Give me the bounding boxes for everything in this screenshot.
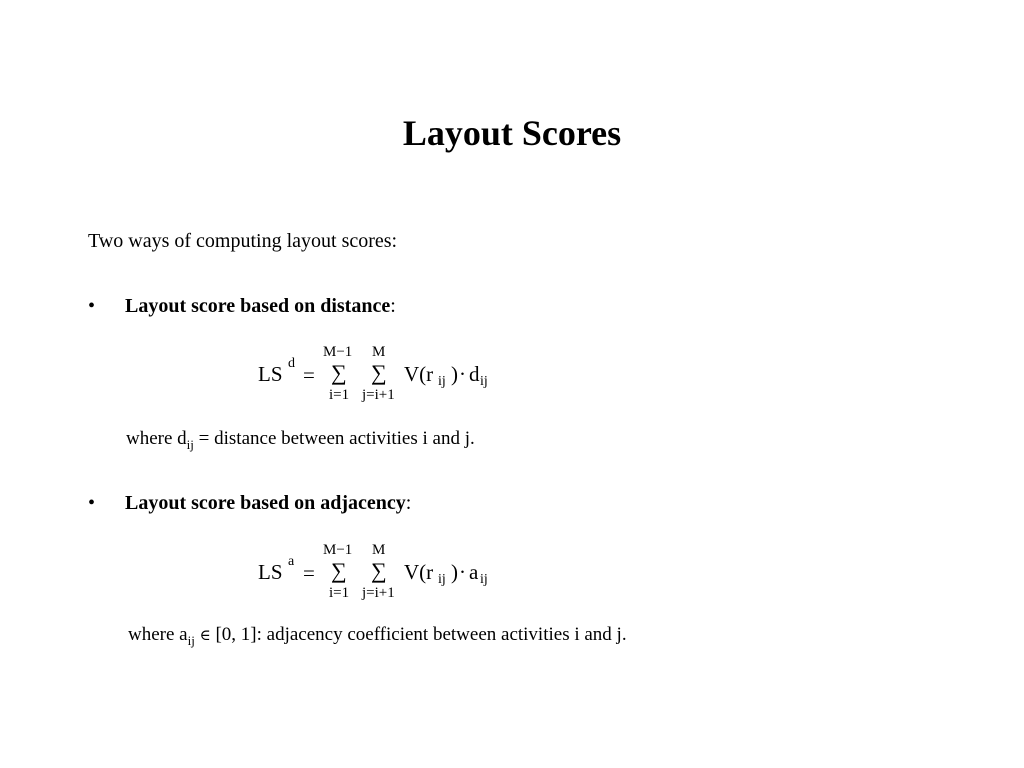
formula-v-close: ) — [451, 362, 458, 386]
formula-var: a — [469, 560, 479, 584]
sum1-lower: i=1 — [329, 387, 350, 403]
slide-title: Layout Scores — [402, 113, 622, 153]
formula-distance — [258, 344, 518, 404]
sum2-sigma: ∑ — [371, 360, 387, 385]
formula-lhs-sup: a — [288, 554, 295, 569]
sum2-upper: M — [372, 344, 386, 360]
formula-v-open: V(r — [404, 362, 434, 386]
where-rest: [0, 1]: adjacency coefficient between activities i and j. — [210, 624, 627, 645]
sum1-upper: M−1 — [323, 344, 353, 360]
formula-v-sub: ij — [438, 572, 446, 587]
formula-lhs-sup: d — [288, 356, 295, 371]
sum1-lower: i=1 — [329, 585, 350, 601]
formula-dot: · — [459, 560, 466, 584]
bullet-suffix: : — [405, 492, 412, 514]
bullet-heading: Layout score based on adjacency — [125, 492, 406, 514]
sum2-sigma: ∑ — [371, 558, 387, 583]
bullet-text — [125, 492, 411, 515]
sum1-sigma: ∑ — [331, 558, 347, 583]
sum2-upper: M — [372, 542, 386, 558]
bullet-marker: • — [88, 492, 96, 514]
sum1-upper: M−1 — [323, 542, 353, 558]
formula-v-close: ) — [451, 560, 458, 584]
formula-equals: = — [303, 561, 315, 585]
formula-var-sub: ij — [480, 572, 488, 587]
formula-lhs: LS — [258, 362, 283, 386]
formula-adjacency — [258, 542, 518, 602]
bullet-suffix: : — [390, 295, 396, 317]
intro-text: Two ways of computing layout scores: — [88, 230, 398, 252]
sum2-lower: j=i+1 — [362, 387, 395, 403]
where-rest: = distance between activities i and j. — [193, 428, 475, 449]
formula-lhs: LS — [258, 560, 283, 584]
formula-var-sub: ij — [480, 374, 488, 389]
sum1-sigma: ∑ — [331, 360, 347, 385]
formula-equals: = — [303, 363, 315, 387]
bullet-text — [125, 295, 396, 318]
where-sub: ij — [187, 633, 195, 648]
sum2-lower: j=i+1 — [362, 585, 395, 601]
bullet-marker: • — [88, 295, 96, 317]
element-of-symbol: ∈ — [199, 626, 211, 644]
where-sub: ij — [186, 437, 194, 452]
formula-var: d — [469, 362, 480, 386]
formula-v-open: V(r — [404, 560, 434, 584]
where-prefix: where d — [126, 428, 187, 449]
bullet-heading: Layout score based on distance — [125, 295, 391, 317]
formula-dot: · — [459, 362, 466, 386]
where-prefix: where a — [128, 624, 188, 645]
formula-v-sub: ij — [438, 374, 446, 389]
where-distance — [126, 428, 475, 450]
where-adjacency — [128, 624, 627, 646]
